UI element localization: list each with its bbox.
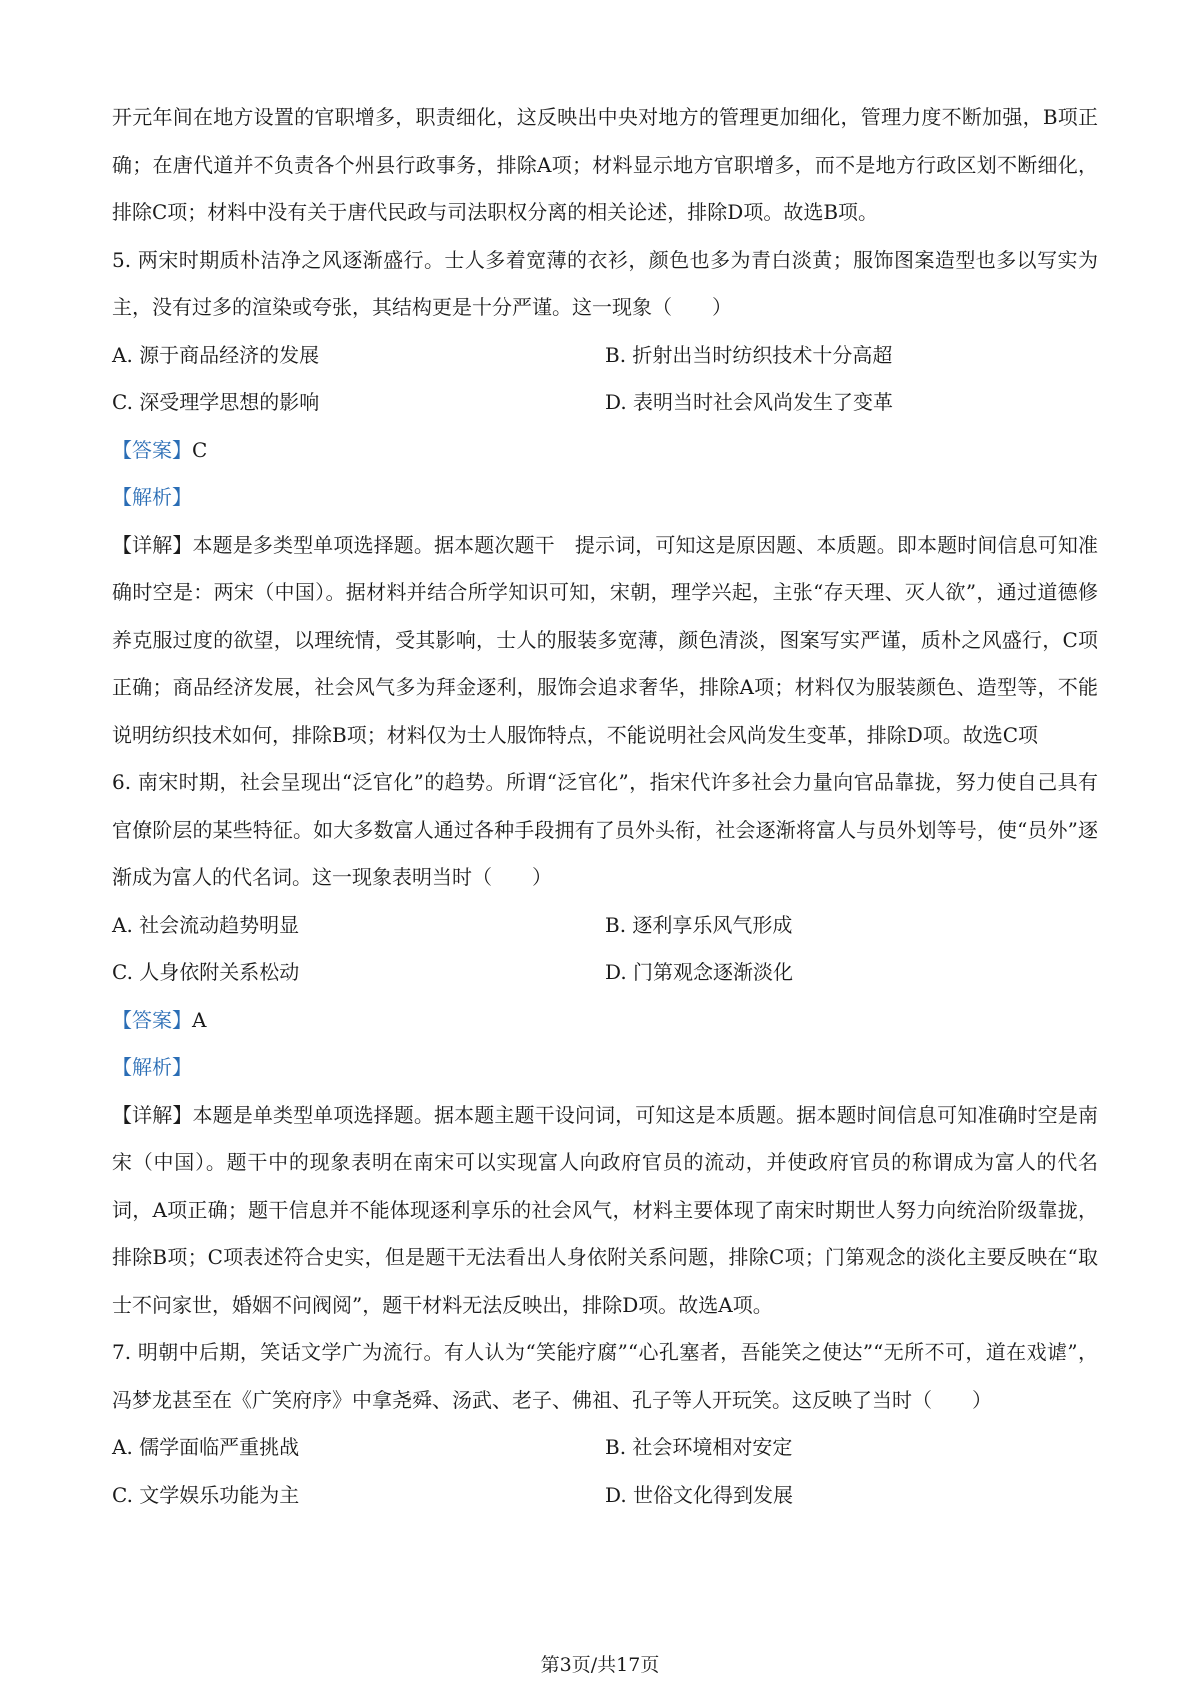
question-7-option-a: A. 儒学面临严重挑战 [112, 1435, 300, 1459]
page-footer: 第3页/共17页 [540, 1654, 660, 1676]
question-6-options-row-1 [112, 902, 1098, 950]
question-5-option-a: A. 源于商品经济的发展 [112, 342, 320, 367]
question-5-stem: 5. 两宋时期质朴洁净之风逐渐盛行。士人多着宽薄的衣衫，颜色也多为青白淡黄；服饰图案造型也多以写实为主，没有过多的渲染或夸张，其结构更是十分严谨。这一现象（ ） [112, 247, 1098, 319]
question-5-option-d: D. 表明当时社会风尚发生了变革 [605, 390, 894, 414]
answer-value: A [192, 1007, 207, 1032]
question-7-options-row-1 [112, 1424, 1098, 1472]
question-5-option-b: B. 折射出当时纺织技术十分高超 [605, 342, 893, 367]
question-7-option-c: C. 文学娱乐功能为主 [112, 1482, 300, 1507]
answer-tag: 【答案】 [112, 1007, 192, 1032]
question-6-option-c: C. 人身依附关系松动 [112, 960, 300, 984]
question-7-options-row-2 [112, 1472, 1098, 1520]
analysis-tag: 【解析】 [112, 485, 192, 509]
question-6-options-row-2 [112, 949, 1098, 997]
question-6-answer [112, 997, 1098, 1045]
question-5-options-row-2 [112, 379, 1098, 427]
page-content [112, 94, 1098, 1519]
question-6-option-a: A. 社会流动趋势明显 [112, 912, 300, 937]
question-6-analysis [112, 1044, 1098, 1092]
question-5-detail [112, 522, 1098, 760]
question-5-options-row-1 [112, 332, 1098, 380]
question-5-analysis [112, 474, 1098, 522]
detail-text: 本题是多类型单项选择题。据本题次题干 提示词，可知这是原因题、本质题。即本题时间信息可知准确时空是：两宋（中国）。据材料并结合所学知识可知，宋朝，理学兴起，主张“存天理、灭人欲”，通过道德修养克服过度的欲望，以理统情，受其影响，士人的服装多宽薄，颜色清淡，图案写实严谨，质朴之风盛行，C项正确；商品经济发展，社会风气多为拜金逐利，服饰会追求奢华，排除A项；材料仅为服装颜色、造型等，不能说明纺织技术如何，排除B项；材料仅为士人服饰特点，不能说明社会风尚发生变革，排除D项。故选C项 [112, 532, 1098, 747]
question-7-option-d: D. 世俗文化得到发展 [605, 1482, 794, 1507]
question-6-option-b: B. 逐利享乐风气形成 [605, 912, 793, 937]
detail-tag: 【详解】 [112, 1102, 193, 1127]
answer-value: C [192, 437, 208, 462]
question-5-option-c: C. 深受理学思想的影响 [112, 390, 320, 414]
detail-text: 本题是单类型单项选择题。据本题主题干设问词，可知这是本质题。据本题时间信息可知准确时空是南宋（中国）。题干中的现象表明在南宋可以实现富人向政府官员的流动，并使政府官员的称谓成为富人的代名词，A项正确；题干信息并不能体现逐利享乐的社会风气，材料主要体现了南宋时期世人努力向统治阶级靠拢，排除B项；C项表述符合史实，但是题干无法看出人身依附关系问题，排除C项；门第观念的淡化主要反映在“取士不问家世，婚姻不问阀阅”，题干材料无法反映出，排除D项。故选A项。 [112, 1102, 1098, 1317]
detail-tag: 【详解】 [112, 532, 193, 557]
question-7-option-b: B. 社会环境相对安定 [605, 1435, 793, 1459]
question-7-stem: 7. 明朝中后期，笑话文学广为流行。有人认为“笑能疗腐”“心孔塞者，吾能笑之使达”“无所不可，道在戏谑”，冯梦龙甚至在《广笑府序》中拿尧舜、汤武、老子、佛祖、孔子等人开玩笑。这反映了当时（ ） [112, 1340, 1098, 1412]
question-5-answer [112, 427, 1098, 475]
paragraph-q4-explanation-tail: 开元年间在地方设置的官职增多，职责细化，这反映出中央对地方的管理更加细化，管理力度不断加强，B项正确；在唐代道并不负责各个州县行政事务，排除A项；材料显示地方官职增多，而不是地方行政区划不断细化，排除C项；材料中没有关于唐代民政与司法职权分离的相关论述，排除D项。故选B项。 [112, 105, 1098, 224]
question-6-detail [112, 1092, 1098, 1330]
question-6-option-d: D. 门第观念逐渐淡化 [605, 960, 794, 984]
answer-tag: 【答案】 [112, 437, 192, 462]
analysis-tag: 【解析】 [112, 1055, 192, 1079]
question-6-stem: 6. 南宋时期，社会呈现出“泛官化”的趋势。所谓“泛官化”，指宋代许多社会力量向官品靠拢，努力使自己具有官僚阶层的某些特征。如大多数富人通过各种手段拥有了员外头衔，社会逐渐将富人与员外划等号，使“员外”逐渐成为富人的代名词。这一现象表明当时（ ） [112, 770, 1098, 889]
